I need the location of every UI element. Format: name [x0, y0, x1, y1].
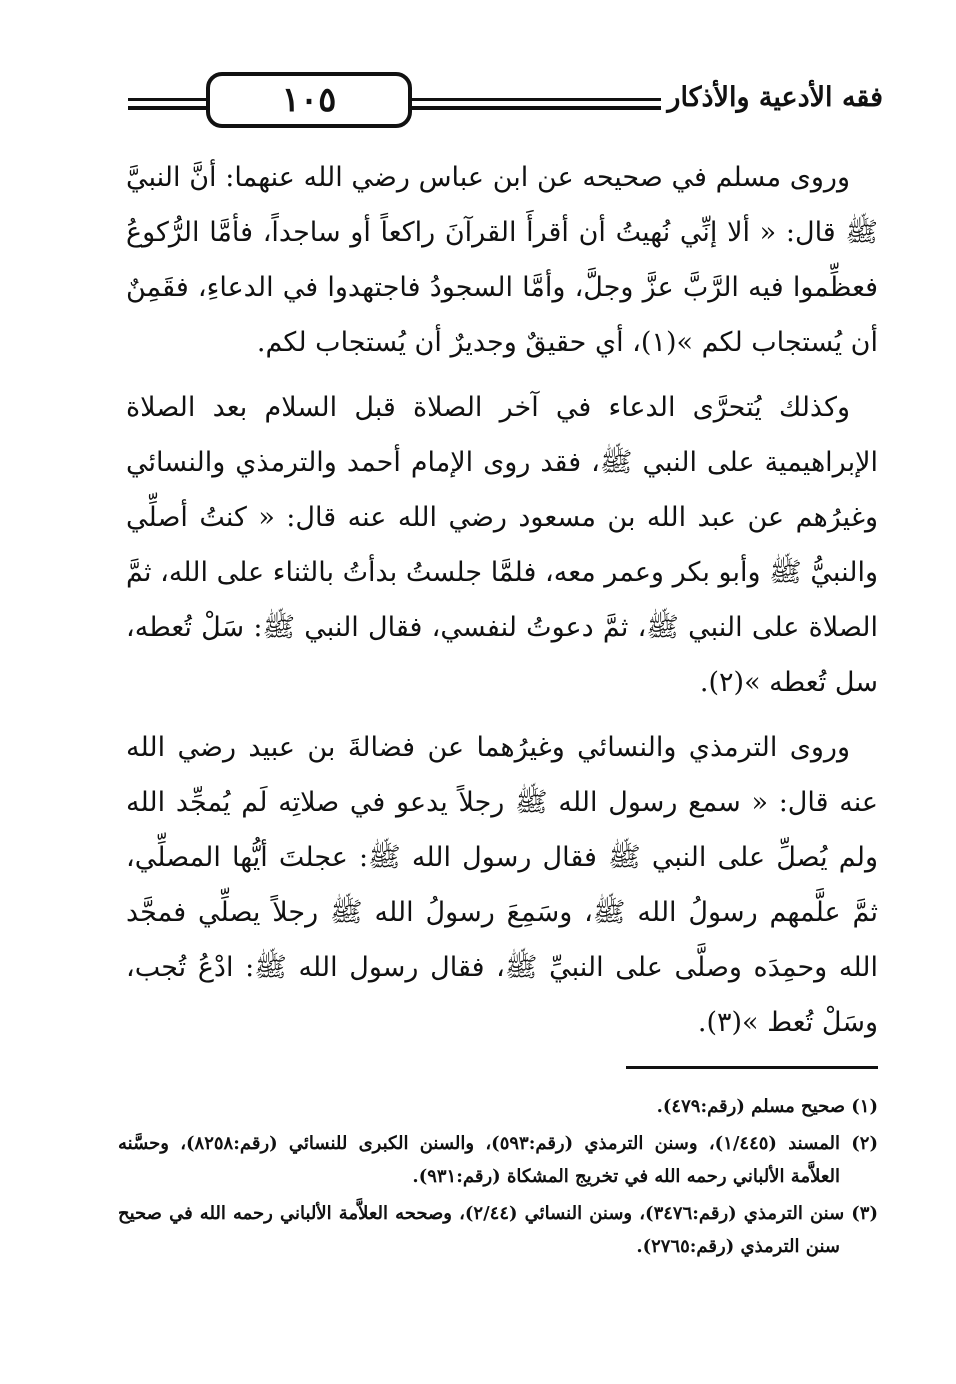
paragraph: وروى الترمذي والنسائي وغيرُهما عن فضالةَ بن عبيد رضي الله عنه قال: « سمع رسول الله ﷺ رجلاً يدعو في صلاتِه لَم يُمجِّد الله ولم يُصلِّ على النبي ﷺ فقال رسول الله ﷺ: عجلتَ أيُّها المصلِّي، ثمَّ علَّمهم رسولُ الله ﷺ، وسَمِعَ رسولُ الله ﷺ رجلاً يصلِّي فمجَّد الله وحمِدَه وصلَّى على النبيِّ ﷺ، فقال رسول الله ﷺ: ادْعُ تُجب، وسَلْ تُعط »(٣). [126, 732, 878, 1038]
footnote: (١) صحيح مسلم (رقم:٤٧٩). [656, 1096, 878, 1117]
page-header [128, 70, 883, 140]
paragraph: وكذلك يُتحرَّى الدعاء في آخر الصلاة قبل السلام بعد الصلاة الإبراهيمية على النبي ﷺ، فقد روى الإمام أحمد والترمذي والنسائي وغيرُهم عن عبد الله بن مسعود رضي الله عنه قال: « كنتُ أصلِّي والنبيُّ ﷺ وأبو بكر وعمر معه، فلمَّا جلستُ بدأتُ بالثناء على الله، ثمَّ الصلاة على النبي ﷺ، ثمَّ دعوتُ لنفسي، فقال النبي ﷺ: سَلْ تُعطه، سل تُعطه »(٢). [126, 392, 878, 698]
footnote-separator [626, 1066, 878, 1069]
main-text [126, 150, 878, 1070]
page-number: ١٠٥ [206, 72, 412, 128]
footnotes [118, 1090, 878, 1267]
footnote: (٢) المسند (١/٤٤٥)، وسنن الترمذي (رقم:٥٩٣)، والسنن الكبرى للنسائي (رقم:٨٢٥٨)، وحسَّنه العلاَّمة الألباني رحمه الله في تخريج المشكاة (رقم:٩٣١). [118, 1133, 878, 1187]
book-title: فقه الأدعية والأذكار [661, 82, 883, 113]
footnote: (٣) سنن الترمذي (رقم:٣٤٧٦)، وسنن النسائي (٢/٤٤)، وصححه العلاَّمة الألباني رحمه الله في صحيح سنن الترمذي (رقم:٢٧٦٥). [118, 1203, 878, 1257]
paragraph: وروى مسلم في صحيحه عن ابن عباس رضي الله عنهما: أنَّ النبيَّ ﷺ قال: « ألا إنِّي نُهيتُ أن أقرأَ القرآنَ راكعاً أو ساجداً، فأمَّا الرُّكوعُ فعظِّموا فيه الرَّبَّ عزَّ وجلَّ، وأمَّا السجودُ فاجتهدوا في الدعاءِ، فقَمِنٌ أن يُستجاب لكم »(١)، أي حقيقٌ وجديرٌ أن يُستجاب لكم. [126, 162, 878, 358]
